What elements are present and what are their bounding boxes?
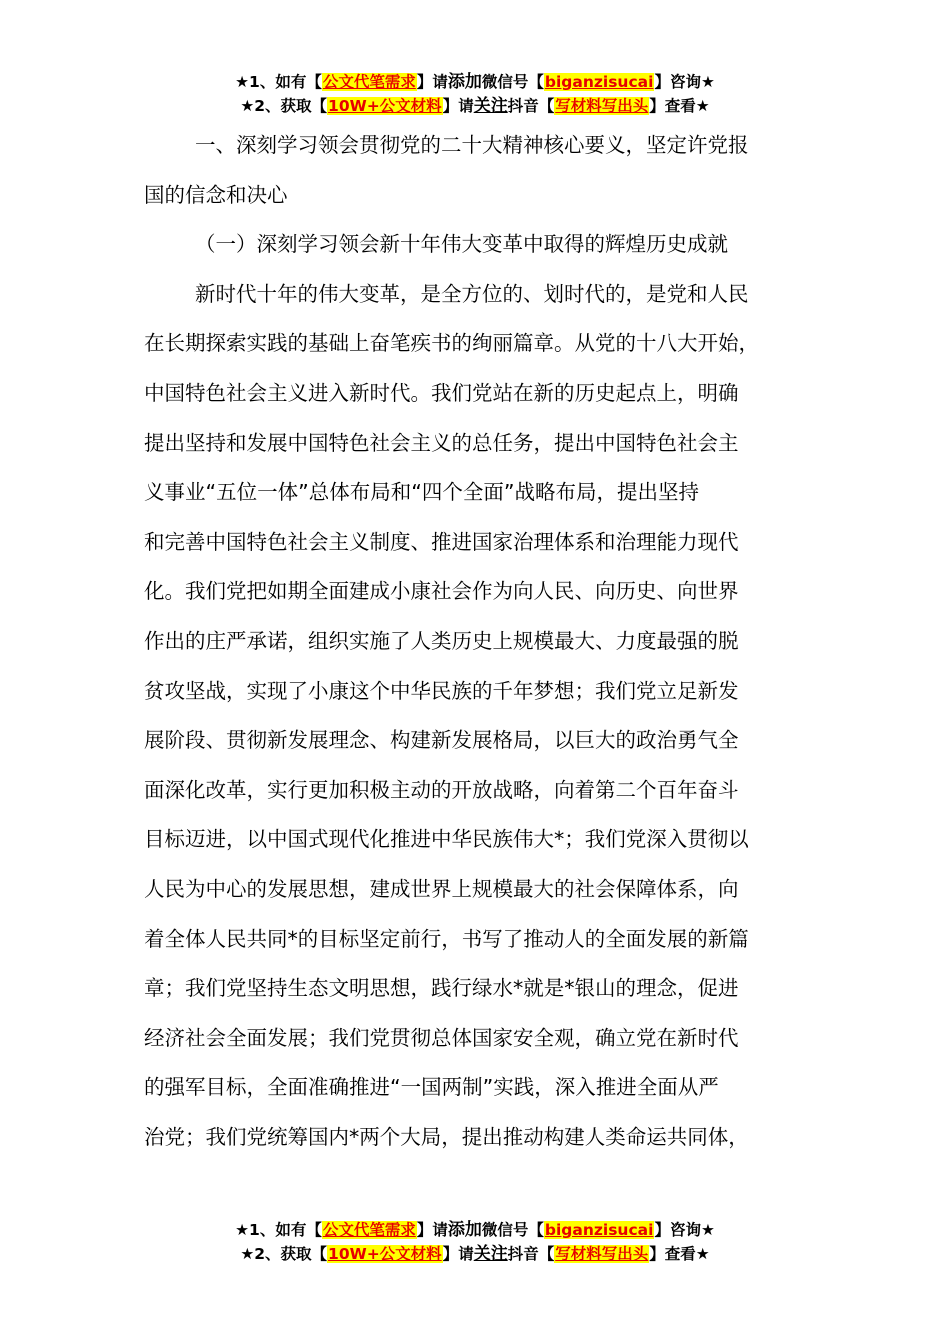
banner-line-2-mid-1: 】请 <box>442 97 474 115</box>
footer-line-1 <box>0 1218 950 1242</box>
banner-line-1-emphasis: 添加 <box>447 72 482 92</box>
banner-line-1-mid-1: 】请 <box>416 73 448 91</box>
footer-line-2-highlight-2: 写材料写出头 <box>555 1245 649 1263</box>
subsection-heading <box>144 220 809 270</box>
paragraph-line: 经济社会全面发展；我们党贯彻总体国家安全观，确立党在新时代 <box>144 1025 739 1050</box>
banner-line-1-highlight-1: 公文代笔需求 <box>322 73 416 91</box>
footer-banner <box>0 1218 950 1266</box>
paragraph-line: 作出的庄严承诺，组织实施了人类历史上规模最大、力度最强的脱 <box>144 628 739 653</box>
header-banner <box>0 70 950 118</box>
footer-line-2-prefix: ★2、获取【 <box>240 1245 328 1263</box>
paragraph-line: 治党；我们党统筹国内*两个大局，提出推动构建人类命运共同体， <box>144 1124 749 1149</box>
section-heading-line-2: 国的信念和决心 <box>144 182 288 207</box>
footer-line-2-suffix: 】查看★ <box>649 1245 710 1263</box>
banner-line-1 <box>0 70 950 94</box>
banner-line-2-suffix: 】查看★ <box>649 97 710 115</box>
paragraph-line: 的强军目标，全面准确推进“一国两制”实践，深入推进全面从严 <box>144 1075 719 1100</box>
body-paragraph <box>144 270 809 1163</box>
document-body <box>144 121 809 1162</box>
paragraph-line: 中国特色社会主义进入新时代。我们党站在新的历史起点上，明确 <box>144 380 739 405</box>
section-heading <box>144 121 809 220</box>
paragraph-line: 和完善中国特色社会主义制度、推进国家治理体系和治理能力现代 <box>144 529 739 554</box>
banner-line-2-highlight-2: 写材料写出头 <box>555 97 649 115</box>
footer-line-1-mid-2: 微信号【 <box>481 1221 544 1239</box>
section-heading-line-1: 一、深刻学习领会贯彻党的二十大精神核心要义，坚定许党报 <box>195 133 749 157</box>
paragraph-line: 面深化改革，实行更加积极主动的开放战略，向着第二个百年奋斗 <box>144 777 739 802</box>
paragraph-line: 义事业“五位一体”总体布局和“四个全面”战略布局，提出坚持 <box>144 480 699 505</box>
footer-line-1-highlight-1: 公文代笔需求 <box>322 1221 416 1239</box>
banner-line-2-highlight-1: 10W+公文材料 <box>328 97 442 115</box>
footer-line-2-emphasis: 关注 <box>473 1244 508 1264</box>
banner-line-2-prefix: ★2、获取【 <box>240 97 328 115</box>
banner-line-1-highlight-2: biganzisucai <box>544 73 654 91</box>
footer-line-2-mid-1: 】请 <box>442 1245 474 1263</box>
banner-line-2-mid-2: 抖音【 <box>507 97 555 115</box>
footer-line-2 <box>0 1242 950 1266</box>
paragraph-line: 化。我们党把如期全面建成小康社会作为向人民、向历史、向世界 <box>144 579 739 604</box>
banner-line-1-prefix: ★1、如有【 <box>235 73 322 91</box>
paragraph-line: 在长期探索实践的基础上奋笔疾书的绚丽篇章。从党的十八大开始， <box>144 331 759 356</box>
paragraph-line: 章；我们党坚持生态文明思想，践行绿水*就是*银山的理念，促进 <box>144 976 739 1001</box>
paragraph-line: 目标迈进，以中国式现代化推进中华民族伟大*；我们党深入贯彻以 <box>144 827 749 852</box>
banner-line-2 <box>0 94 950 118</box>
banner-line-1-suffix: 】咨询★ <box>654 73 715 91</box>
footer-line-2-highlight-1: 10W+公文材料 <box>328 1245 442 1263</box>
footer-line-1-prefix: ★1、如有【 <box>235 1221 322 1239</box>
paragraph-line: 着全体人民共同*的目标坚定前行，书写了推动人的全面发展的新篇 <box>144 926 749 951</box>
footer-line-1-emphasis: 添加 <box>447 1220 482 1240</box>
footer-line-1-mid-1: 】请 <box>416 1221 448 1239</box>
banner-line-1-mid-2: 微信号【 <box>481 73 544 91</box>
banner-line-2-emphasis: 关注 <box>473 96 508 116</box>
paragraph-line: 人民为中心的发展思想，建成世界上规模最大的社会保障体系，向 <box>144 876 739 901</box>
paragraph-line: 提出坚持和发展中国特色社会主义的总任务，提出中国特色社会主 <box>144 430 739 455</box>
paragraph-line: 展阶段、贯彻新发展理念、构建新发展格局，以巨大的政治勇气全 <box>144 728 739 753</box>
footer-line-1-suffix: 】咨询★ <box>654 1221 715 1239</box>
footer-line-1-highlight-2: biganzisucai <box>544 1221 654 1239</box>
subsection-heading-line: （一）深刻学习领会新十年伟大变革中取得的辉煌历史成就 <box>195 232 728 257</box>
paragraph-line: 新时代十年的伟大变革，是全方位的、划时代的，是党和人民 <box>195 281 749 306</box>
footer-line-2-mid-2: 抖音【 <box>507 1245 555 1263</box>
paragraph-line: 贫攻坚战，实现了小康这个中华民族的千年梦想；我们党立足新发 <box>144 678 739 703</box>
